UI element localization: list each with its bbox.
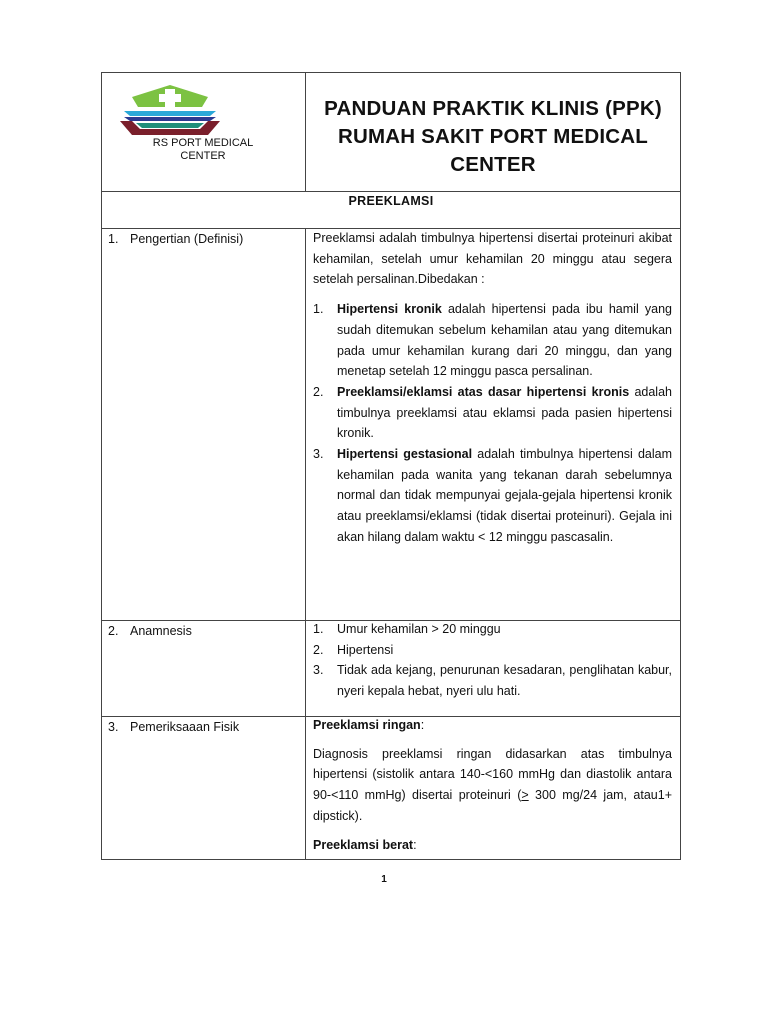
paragraph-text: Diagnosis preeklamsi ringan didasarkan atas timbulnya hipertensi (sistolik antara 140-<160 mmHg dan diastolik antara 90-<110 mmHg) disertai proteinuri ( — [313, 746, 672, 803]
section-content — [306, 621, 681, 717]
logo-text-line1: RS PORT MEDICAL — [152, 137, 254, 149]
list-number: 3. — [313, 663, 324, 678]
header-row — [102, 73, 681, 192]
section-label-text: Pengertian (Definisi) — [130, 232, 244, 246]
topic-row — [102, 192, 681, 229]
anamnesis-list — [313, 621, 672, 702]
section-content — [306, 717, 681, 860]
list-text: Hipertensi — [337, 642, 394, 657]
term-bold: Hipertensi kronik — [337, 302, 442, 317]
topic-heading: PREEKLAMSI — [102, 192, 681, 229]
list-number: 1. — [313, 622, 324, 636]
section-number: 3. — [108, 720, 119, 734]
list-item — [313, 640, 672, 661]
logo-cell — [102, 73, 306, 192]
list-item — [313, 621, 672, 640]
section-number: 1. — [108, 232, 119, 246]
definition-list — [313, 299, 672, 547]
definition-intro: Preeklamsi adalah timbulnya hipertensi disertai proteinuri akibat kehamilan, setelah umur kehamilan 20 minggu atau segera setelah persalinan.Dibedakan : — [313, 231, 672, 287]
section-label — [102, 621, 306, 717]
logo-text — [102, 137, 304, 163]
list-text: Tidak ada kejang, penurunan kesadaran, penglihatan kabur, nyeri kepala hebat, nyeri ulu hati. — [337, 663, 672, 699]
subheading-colon: : — [413, 837, 417, 852]
list-item — [313, 299, 672, 382]
subheading-colon: : — [420, 718, 425, 732]
mild-diagnosis-paragraph — [313, 744, 672, 827]
page-number: 1 — [381, 874, 387, 885]
section-label-text: Pemeriksaaan Fisik — [130, 720, 240, 734]
title-line2: RUMAH SAKIT PORT MEDICAL — [337, 125, 648, 148]
term-bold: Hipertensi gestasional — [337, 447, 473, 462]
subheading-severe — [313, 835, 672, 856]
term-desc: adalah timbulnya hipertensi dalam kehamilan pada wanita yang tekanan darah sebelumnya normal dan tidak mempunyai gejala-gejala hipertensi kronik atau preeklamsi/eklamsi (tidak disertai proteinuri). Gejala ini akan hilang dalam waktu < 12 minggu pascasalin. — [337, 447, 672, 544]
title-line1: PANDUAN PRAKTIK KLINIS (PPK) — [324, 97, 662, 120]
section-row-physical-exam — [102, 717, 681, 860]
section-row-anamnesis — [102, 621, 681, 717]
section-label — [102, 229, 306, 621]
list-number: 2. — [313, 642, 324, 657]
section-row-definition — [102, 229, 681, 621]
list-number: 2. — [313, 384, 324, 399]
section-content — [306, 229, 681, 621]
ge-symbol: > — [521, 788, 529, 803]
title-line3: CENTER — [450, 153, 536, 176]
list-text: Umur kehamilan > 20 minggu — [337, 622, 501, 636]
term-bold: Preeklamsi/eklamsi atas dasar hipertensi kronis — [337, 384, 630, 399]
section-label-text: Anamnesis — [130, 624, 192, 638]
list-item — [313, 382, 672, 444]
ppk-table — [101, 72, 681, 860]
list-number: 1. — [313, 302, 324, 317]
term-desc: adalah timbulnya preeklamsi atau eklamsi pada pasien hipertensi kronik. — [337, 384, 672, 441]
list-item — [313, 660, 672, 701]
term-desc: adalah hipertensi pada ibu hamil yang sudah ditemukan sebelum kehamilan atau yang ditemukan pada umur kehamilan kurang dari 20 minggu, dan yang menetap setelah 12 minggu pasca persalinan. — [337, 302, 672, 379]
subheading-mild-text: Preeklamsi ringan — [313, 718, 421, 732]
hospital-logo-icon — [118, 83, 222, 139]
list-number: 3. — [313, 447, 324, 462]
section-number: 2. — [108, 624, 119, 638]
section-label — [102, 717, 306, 860]
paragraph-text-end: 300 mg/24 jam, atau1+ dipstick). — [313, 788, 672, 823]
logo-text-line2: CENTER — [180, 150, 226, 162]
document-title — [306, 73, 681, 192]
list-item — [313, 444, 672, 548]
subheading-severe-text: Preeklamsi berat — [313, 837, 414, 852]
subheading-mild — [313, 717, 672, 736]
